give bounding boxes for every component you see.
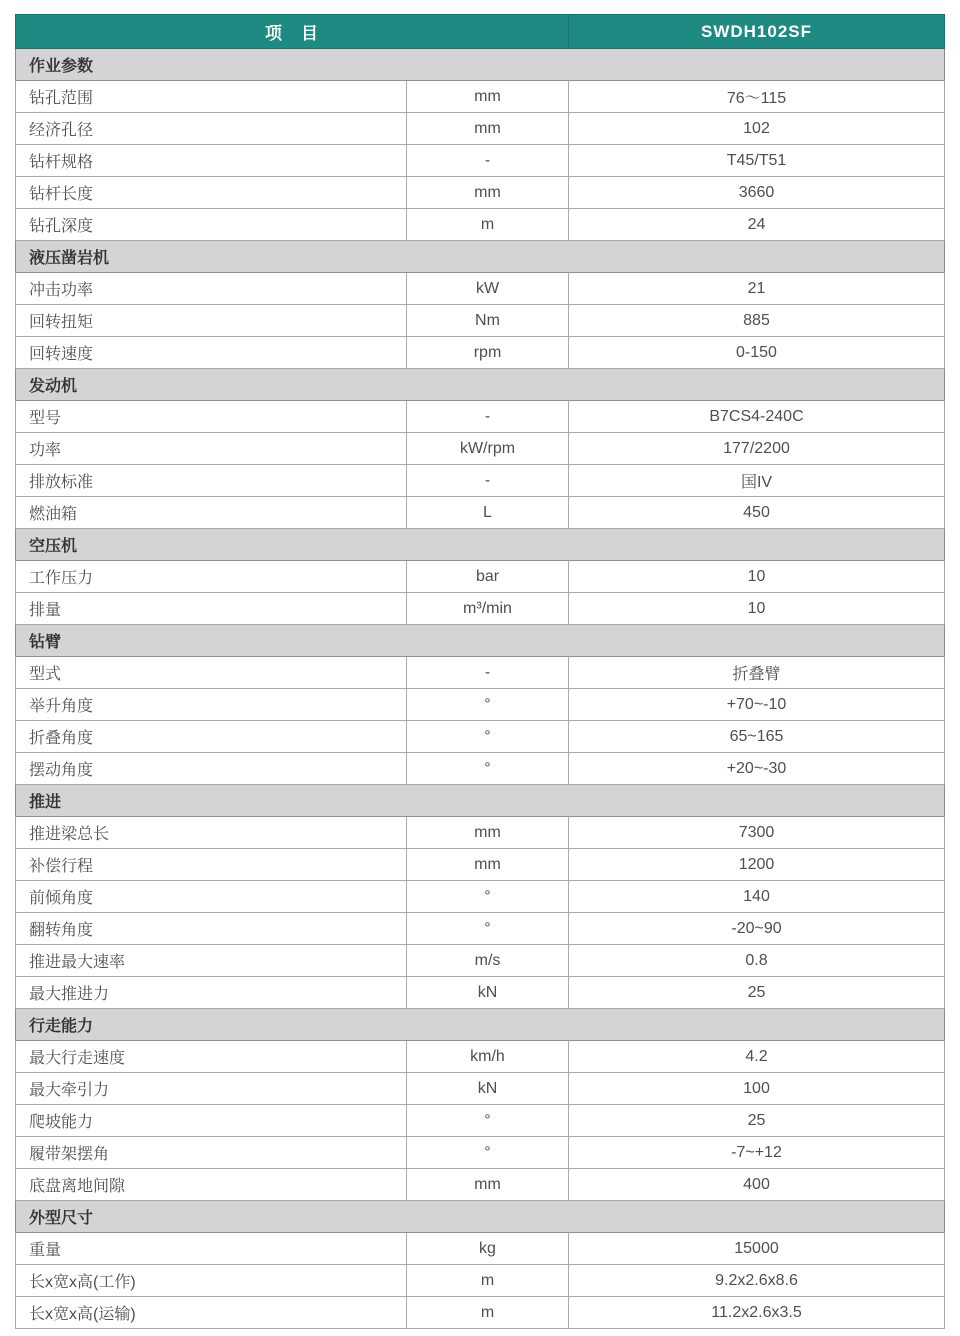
table-row — [16, 337, 945, 369]
spec-label: 补偿行程 — [16, 849, 407, 881]
spec-table-body — [16, 49, 945, 1329]
table-row — [16, 401, 945, 433]
spec-value: 9.2x2.6x8.6 — [569, 1265, 945, 1297]
spec-unit: ° — [407, 913, 569, 945]
spec-value: +20~-30 — [569, 753, 945, 785]
spec-label: 燃油箱 — [16, 497, 407, 529]
section-header-row — [16, 1201, 945, 1233]
spec-value: 10 — [569, 561, 945, 593]
spec-value: 国IV — [569, 465, 945, 497]
spec-unit: kW — [407, 273, 569, 305]
table-row — [16, 913, 945, 945]
spec-label: 工作压力 — [16, 561, 407, 593]
spec-value: 7300 — [569, 817, 945, 849]
table-row — [16, 113, 945, 145]
spec-unit: ° — [407, 1137, 569, 1169]
table-row — [16, 849, 945, 881]
spec-label: 钻孔深度 — [16, 209, 407, 241]
spec-label: 功率 — [16, 433, 407, 465]
section-header-row — [16, 49, 945, 81]
table-row — [16, 1073, 945, 1105]
spec-label: 翻转角度 — [16, 913, 407, 945]
section-title: 空压机 — [16, 529, 945, 561]
spec-label: 回转扭矩 — [16, 305, 407, 337]
spec-label: 经济孔径 — [16, 113, 407, 145]
spec-unit: ° — [407, 721, 569, 753]
spec-label: 推进最大速率 — [16, 945, 407, 977]
table-row — [16, 1137, 945, 1169]
spec-unit: ° — [407, 1105, 569, 1137]
spec-unit: bar — [407, 561, 569, 593]
spec-unit: - — [407, 401, 569, 433]
spec-label: 最大行走速度 — [16, 1041, 407, 1073]
table-row — [16, 753, 945, 785]
spec-label: 前倾角度 — [16, 881, 407, 913]
spec-value: 25 — [569, 977, 945, 1009]
spec-value: +70~-10 — [569, 689, 945, 721]
spec-value: 76～115 — [569, 81, 945, 113]
spec-unit: mm — [407, 849, 569, 881]
spec-label: 履带架摆角 — [16, 1137, 407, 1169]
spec-label: 底盘离地间隙 — [16, 1169, 407, 1201]
spec-unit: - — [407, 465, 569, 497]
spec-value: 450 — [569, 497, 945, 529]
spec-label: 排放标准 — [16, 465, 407, 497]
table-row — [16, 145, 945, 177]
spec-value: 10 — [569, 593, 945, 625]
section-title: 作业参数 — [16, 49, 945, 81]
spec-value: 21 — [569, 273, 945, 305]
spec-table-container — [15, 14, 944, 1329]
spec-value: 140 — [569, 881, 945, 913]
spec-value: 885 — [569, 305, 945, 337]
table-row — [16, 977, 945, 1009]
spec-value: -7~+12 — [569, 1137, 945, 1169]
spec-label: 钻孔范围 — [16, 81, 407, 113]
spec-label: 钻杆长度 — [16, 177, 407, 209]
table-row — [16, 465, 945, 497]
spec-label: 重量 — [16, 1233, 407, 1265]
spec-unit: m — [407, 1297, 569, 1329]
spec-table — [15, 14, 945, 1329]
spec-label: 举升角度 — [16, 689, 407, 721]
spec-value: 折叠臂 — [569, 657, 945, 689]
spec-unit: mm — [407, 817, 569, 849]
spec-value: 24 — [569, 209, 945, 241]
section-title: 钻臂 — [16, 625, 945, 657]
section-header-row — [16, 785, 945, 817]
table-row — [16, 657, 945, 689]
table-row — [16, 497, 945, 529]
table-row — [16, 433, 945, 465]
spec-value: 102 — [569, 113, 945, 145]
table-row — [16, 1105, 945, 1137]
table-row — [16, 305, 945, 337]
table-row — [16, 273, 945, 305]
table-row — [16, 689, 945, 721]
spec-value: 177/2200 — [569, 433, 945, 465]
spec-unit: - — [407, 657, 569, 689]
spec-unit: m³/min — [407, 593, 569, 625]
spec-unit: kg — [407, 1233, 569, 1265]
spec-value: 11.2x2.6x3.5 — [569, 1297, 945, 1329]
table-row — [16, 1265, 945, 1297]
spec-unit: Nm — [407, 305, 569, 337]
spec-label: 摆动角度 — [16, 753, 407, 785]
table-row — [16, 1041, 945, 1073]
spec-unit: m/s — [407, 945, 569, 977]
spec-unit: kN — [407, 1073, 569, 1105]
spec-label: 回转速度 — [16, 337, 407, 369]
table-row — [16, 1297, 945, 1329]
spec-label: 推进梁总长 — [16, 817, 407, 849]
spec-unit: mm — [407, 1169, 569, 1201]
spec-value: 3660 — [569, 177, 945, 209]
header-model-label: SWDH102SF — [569, 15, 945, 49]
table-row — [16, 945, 945, 977]
table-row — [16, 561, 945, 593]
spec-unit: - — [407, 145, 569, 177]
section-header-row — [16, 625, 945, 657]
table-row — [16, 593, 945, 625]
table-row — [16, 209, 945, 241]
spec-unit: mm — [407, 177, 569, 209]
spec-value: 400 — [569, 1169, 945, 1201]
spec-value: 25 — [569, 1105, 945, 1137]
section-title: 液压凿岩机 — [16, 241, 945, 273]
spec-label: 最大推进力 — [16, 977, 407, 1009]
section-header-row — [16, 241, 945, 273]
spec-unit: mm — [407, 81, 569, 113]
section-header-row — [16, 529, 945, 561]
table-row — [16, 81, 945, 113]
section-title: 发动机 — [16, 369, 945, 401]
spec-unit: km/h — [407, 1041, 569, 1073]
spec-unit: kN — [407, 977, 569, 1009]
spec-label: 冲击功率 — [16, 273, 407, 305]
section-title: 外型尺寸 — [16, 1201, 945, 1233]
section-title: 行走能力 — [16, 1009, 945, 1041]
section-header-row — [16, 369, 945, 401]
spec-label: 型式 — [16, 657, 407, 689]
spec-unit: m — [407, 1265, 569, 1297]
spec-label: 最大牵引力 — [16, 1073, 407, 1105]
table-row — [16, 881, 945, 913]
spec-label: 长x宽x高(运输) — [16, 1297, 407, 1329]
table-row — [16, 177, 945, 209]
spec-value: 0.8 — [569, 945, 945, 977]
table-main-header — [16, 15, 945, 49]
section-title: 推进 — [16, 785, 945, 817]
spec-value: 1200 — [569, 849, 945, 881]
table-row — [16, 1233, 945, 1265]
spec-value: B7CS4-240C — [569, 401, 945, 433]
spec-value: 100 — [569, 1073, 945, 1105]
header-item-label: 项 目 — [16, 15, 569, 49]
spec-value: -20~90 — [569, 913, 945, 945]
table-row — [16, 721, 945, 753]
spec-label: 爬坡能力 — [16, 1105, 407, 1137]
spec-unit: m — [407, 209, 569, 241]
spec-label: 钻杆规格 — [16, 145, 407, 177]
spec-value: 0-150 — [569, 337, 945, 369]
spec-label: 排量 — [16, 593, 407, 625]
spec-unit: mm — [407, 113, 569, 145]
spec-value: 15000 — [569, 1233, 945, 1265]
spec-value: T45/T51 — [569, 145, 945, 177]
spec-value: 4.2 — [569, 1041, 945, 1073]
section-header-row — [16, 1009, 945, 1041]
spec-unit: rpm — [407, 337, 569, 369]
table-row — [16, 1169, 945, 1201]
spec-unit: ° — [407, 753, 569, 785]
spec-label: 型号 — [16, 401, 407, 433]
spec-unit: kW/rpm — [407, 433, 569, 465]
spec-unit: L — [407, 497, 569, 529]
spec-value: 65~165 — [569, 721, 945, 753]
spec-unit: ° — [407, 881, 569, 913]
spec-label: 长x宽x高(工作) — [16, 1265, 407, 1297]
spec-unit: ° — [407, 689, 569, 721]
table-row — [16, 817, 945, 849]
spec-label: 折叠角度 — [16, 721, 407, 753]
